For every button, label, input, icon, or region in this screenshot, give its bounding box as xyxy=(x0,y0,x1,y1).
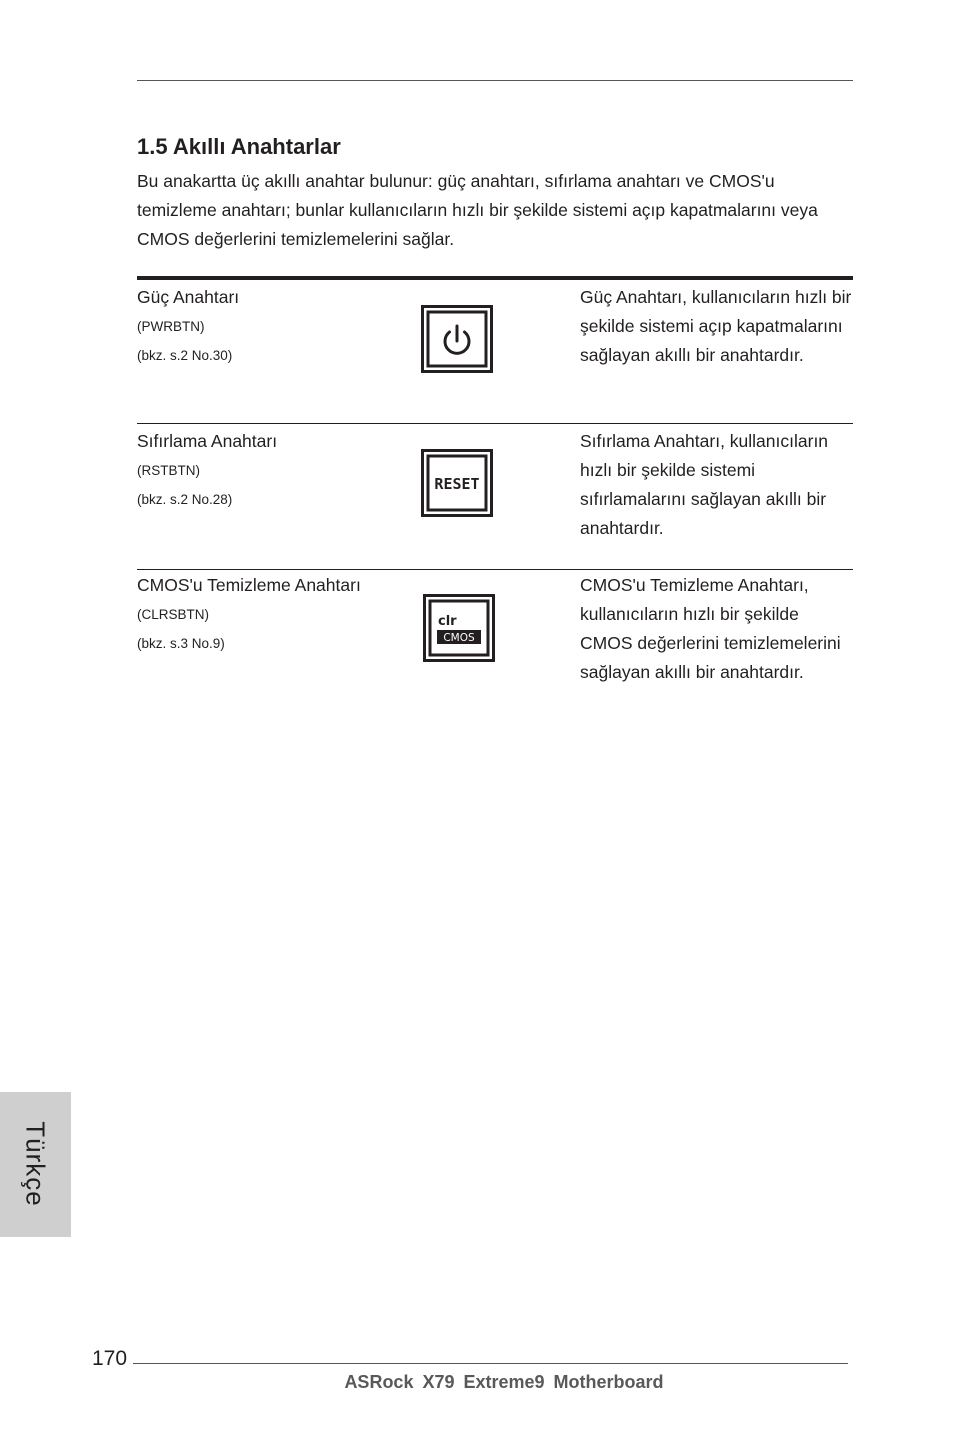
table-top-rule xyxy=(137,276,853,280)
clear-cmos-icon xyxy=(423,594,495,662)
switch-code: (PWRBTN) xyxy=(137,319,205,334)
row-divider xyxy=(137,569,853,570)
switch-description: Sıfırlama Anahtarı, kullanıcıların hızlı bir şekilde sistemi sıfırlamalarını sağlayan akıllı bir anahtardır. xyxy=(580,431,829,538)
reset-icon xyxy=(421,449,493,517)
power-icon xyxy=(421,305,493,373)
switch-name: CMOS'u Temizleme Anahtarı xyxy=(137,575,361,595)
switch-name: Sıfırlama Anahtarı xyxy=(137,431,278,451)
clear-cmos-icon-top-label: clr xyxy=(438,614,457,629)
section-intro: Bu anakartta üç akıllı anahtar bulunur: güç anahtarı, sıfırlama anahtarı ve CMOS'u temizleme anahtarı; bunlar kullanıcıların hızlı bir şekilde sistemi açıp kapatmalarını veya CMOS değerlerini temizlemelerini sağlar. xyxy=(137,171,818,249)
reset-icon-label: RESET xyxy=(434,475,480,493)
switch-description: CMOS'u Temizleme Anahtarı, kullanıcıların hızlı bir şekilde CMOS değerlerini temizlemelerini sağlayan akıllı bir anahtardır. xyxy=(580,575,841,682)
language-side-tab xyxy=(0,1092,71,1237)
switch-code: (RSTBTN) xyxy=(137,463,200,478)
switch-code: (CLRSBTN) xyxy=(137,607,210,622)
language-label: Türkçe xyxy=(20,1121,51,1207)
footer-rule xyxy=(133,1363,848,1364)
switch-description: Güç Anahtarı, kullanıcıların hızlı bir şekilde sistemi açıp kapatmalarını sağlayan akıllı bir anahtardır. xyxy=(580,287,852,365)
switch-reference: (bkz. s.2 No.30) xyxy=(137,348,233,363)
section-title: 1.5 Akıllı Anahtarlar xyxy=(137,134,341,159)
switch-name: Güç Anahtarı xyxy=(137,287,240,307)
switch-reference: (bkz. s.2 No.28) xyxy=(137,492,233,507)
clear-cmos-icon-bottom-label: CMOS xyxy=(443,632,475,644)
header-rule xyxy=(137,80,853,81)
page-number: 170 xyxy=(92,1347,128,1370)
footer-title: ASRock X79 Extreme9 Motherboard xyxy=(344,1372,664,1392)
switch-reference: (bkz. s.3 No.9) xyxy=(137,636,225,651)
row-divider xyxy=(137,423,853,424)
